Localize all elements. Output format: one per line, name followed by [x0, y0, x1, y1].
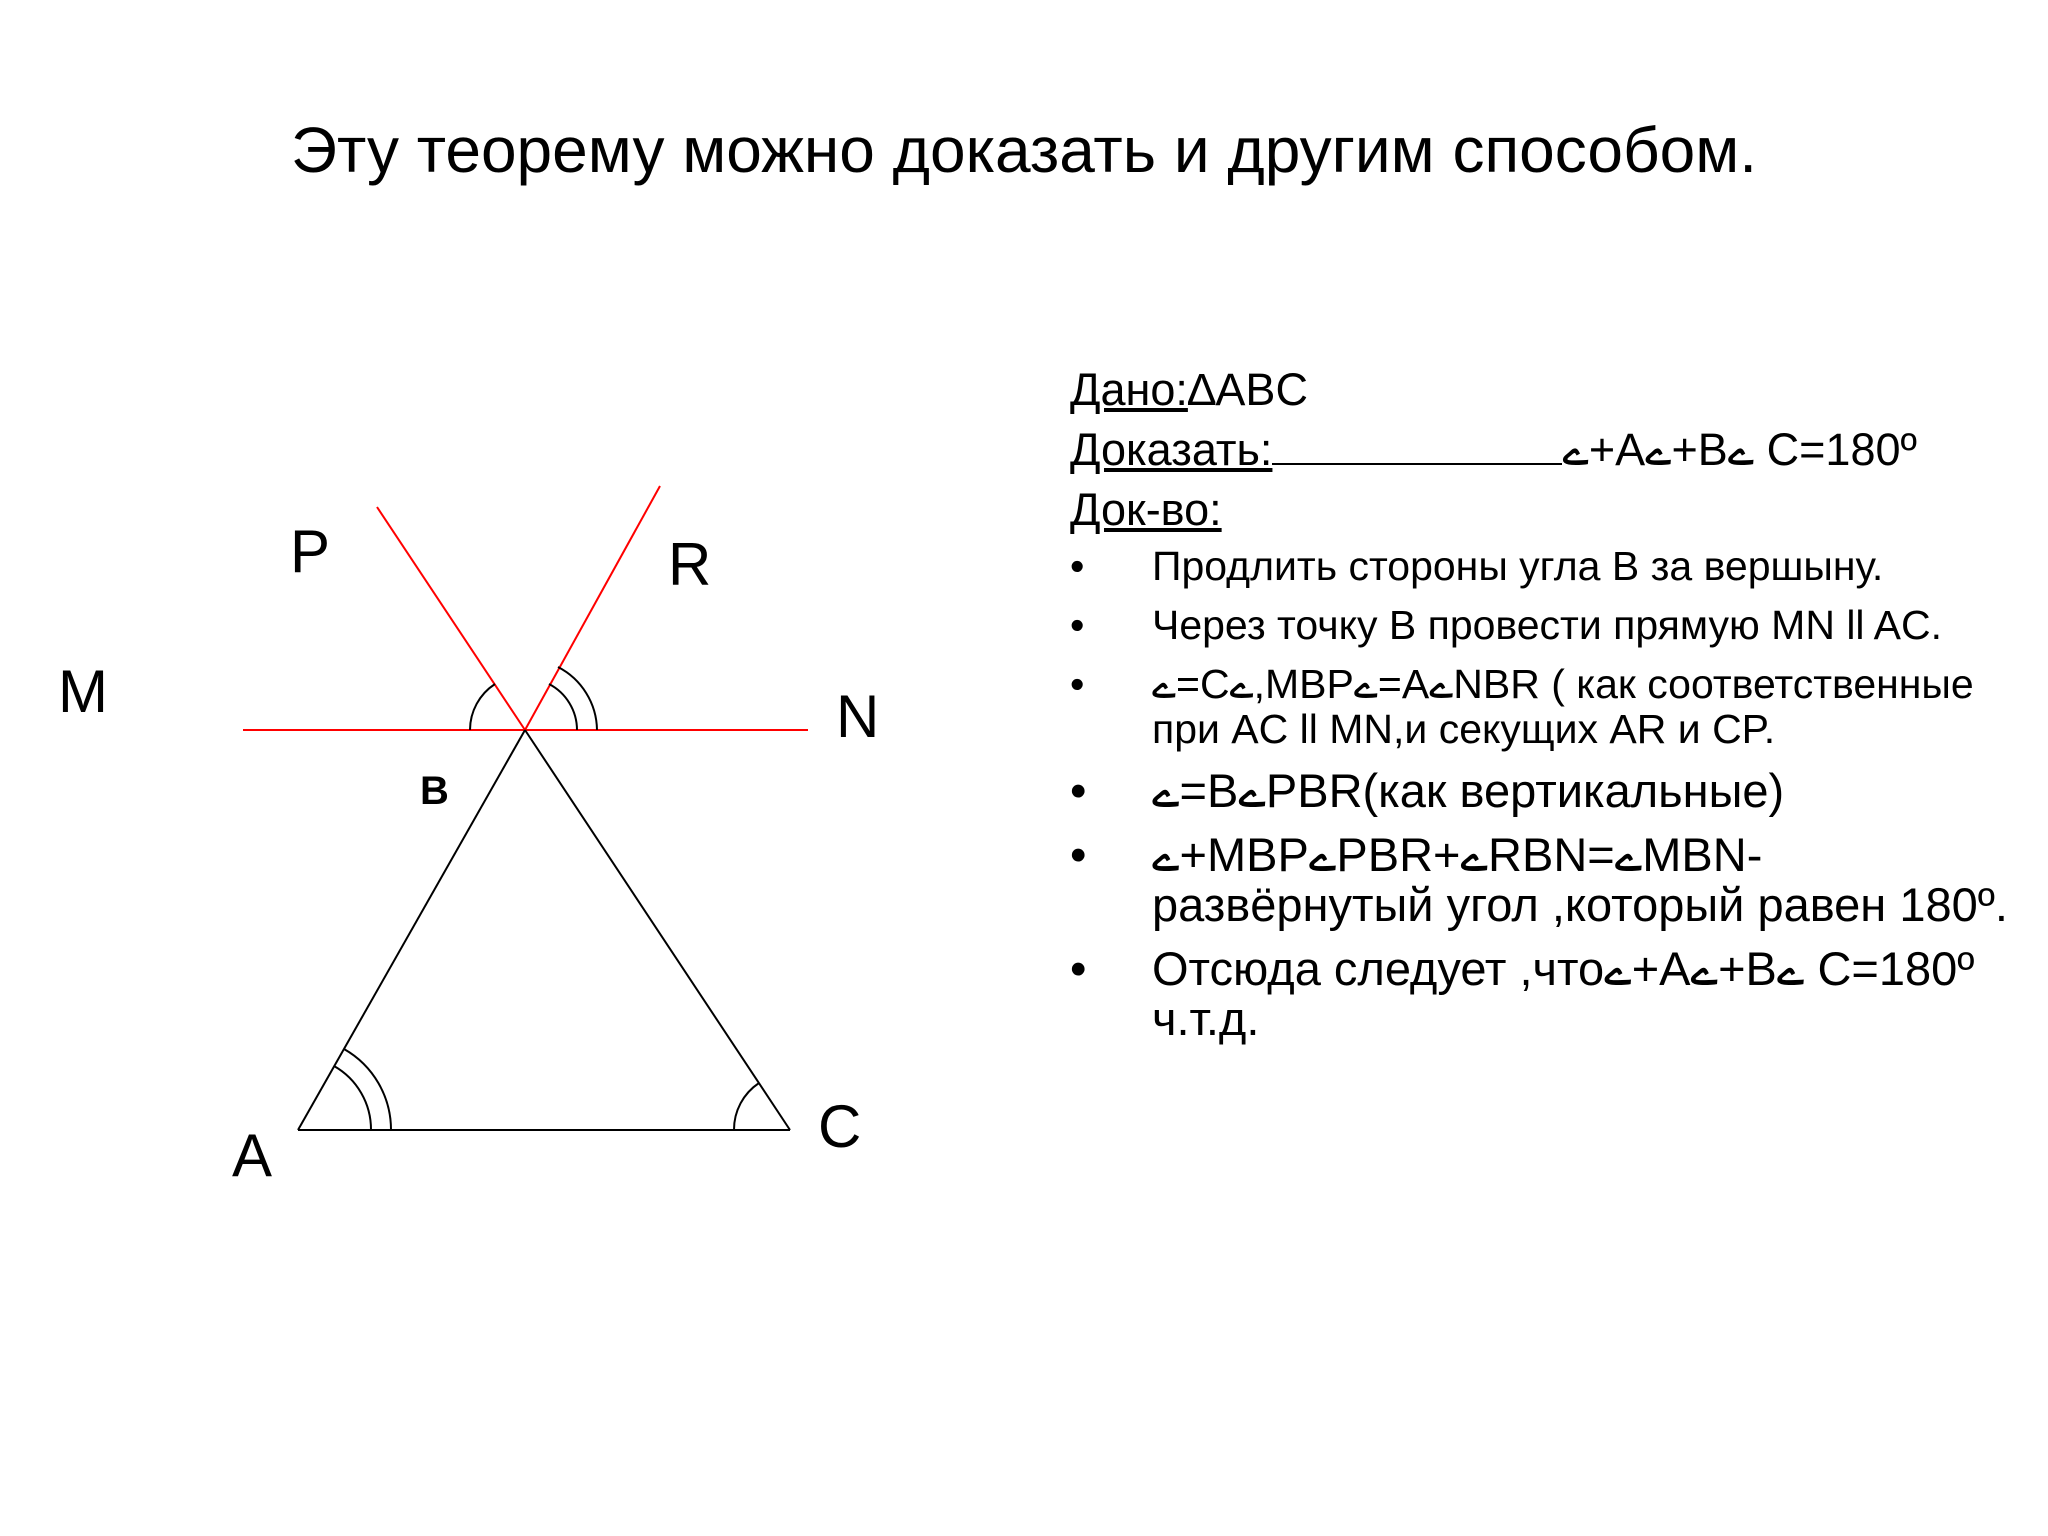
ray-bp: [377, 507, 525, 730]
angle-arc-a-outer: [344, 1049, 391, 1130]
angle-arc-a-inner: [334, 1066, 371, 1130]
label-p: P: [290, 518, 331, 585]
label-r: R: [668, 531, 712, 598]
given-label: Дано:: [1070, 364, 1188, 415]
proof-step-text: Продлить стороны угла B за вершыну.: [1152, 543, 1884, 589]
proof-step: [1070, 944, 2010, 1044]
proof-step-text: ے=BےPBR(как вертикальные): [1152, 764, 1785, 817]
proof-step-text: Через точку B провести прямую MN ll AC.: [1152, 602, 1943, 648]
angle-arc-c: [734, 1083, 759, 1130]
bullet: •: [1070, 543, 1085, 589]
proof-step: [1070, 766, 2010, 816]
bullet: •: [1070, 942, 1087, 995]
proof-step-text: ے+MBPےPBR+ےRBN=ےMBN-развёрнутый угол ,который равен 180º.: [1152, 828, 2008, 931]
prove-blank-line: [1272, 427, 1562, 465]
label-b: B: [420, 769, 449, 813]
bullet: •: [1070, 661, 1085, 707]
bullet: •: [1070, 828, 1087, 881]
proof-step: [1070, 544, 2010, 589]
angle-arc-mbp: [470, 684, 495, 730]
label-c: C: [818, 1093, 862, 1160]
given-value: ∆ABC: [1187, 364, 1308, 415]
bullet: •: [1070, 764, 1087, 817]
prove-row: [1070, 420, 2010, 480]
proof-step: [1070, 603, 2010, 648]
label-m: M: [58, 658, 108, 725]
prove-value: ے+Aے+Bے C=180º: [1562, 424, 1917, 475]
angle-arc-rbn-outer: [558, 667, 597, 730]
side-ab: [298, 730, 525, 1130]
proof-block: [1070, 360, 2010, 1058]
proof-step: [1070, 662, 2010, 752]
label-n: N: [836, 683, 880, 750]
proof-label-row: [1070, 480, 2010, 540]
label-a: A: [232, 1122, 273, 1189]
angle-arc-rbn-inner: [549, 684, 577, 730]
slide-title: Эту теорему можно доказать и другим способом.: [290, 114, 1758, 186]
proof-label: Док-во:: [1070, 484, 1222, 535]
bullet: •: [1070, 602, 1085, 648]
proof-step-text: ے=Cے,MBPے=AےNBR ( как соответственные при AC ll MN,и секущих AR и CP.: [1152, 661, 1974, 752]
prove-label: Доказать:: [1070, 424, 1273, 475]
ray-br: [525, 486, 660, 730]
side-bc: [525, 730, 790, 1130]
given-row: [1070, 360, 2010, 420]
proof-step-text: Отсюда следует ,чтоے+Aے+Bے C=180º ч.т.д.: [1152, 942, 1975, 1045]
proof-steps: [1070, 544, 2010, 1044]
proof-step: [1070, 830, 2010, 930]
